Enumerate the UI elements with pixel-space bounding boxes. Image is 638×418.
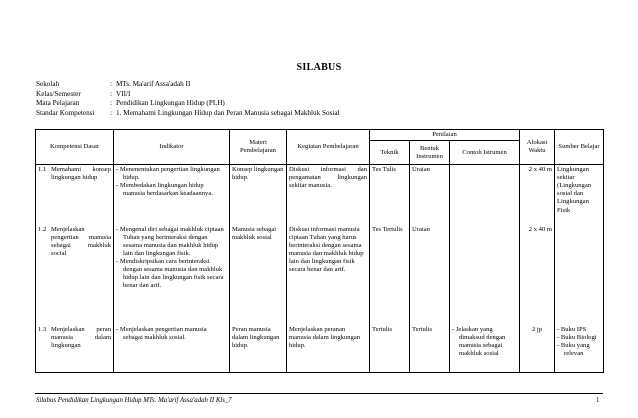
- materi-cell: Konsep lingkungan hidup.: [230, 165, 287, 225]
- sumber-item: - Buku IPS: [557, 325, 587, 333]
- meta-key: Standar Kompetensi: [36, 108, 95, 117]
- meta-key: Sekolah: [36, 80, 60, 88]
- alokasi-cell: 2 x 40 m: [520, 165, 555, 225]
- header-sumber: Sumber Belajar: [555, 130, 604, 165]
- kd-text: Menjelaskan pengertian manusia sebagai makhluk social: [51, 225, 111, 257]
- kd-cell: [36, 165, 114, 225]
- kd-number: 1.3: [38, 325, 47, 333]
- meta-row-mapel: [36, 99, 340, 109]
- header-alokasi: Alokasi Waktu: [520, 130, 555, 165]
- sumber-cell: [555, 225, 604, 325]
- document-meta: [36, 80, 340, 118]
- bentuk-cell: Tertulis: [410, 325, 450, 373]
- sumber-cell: Lingkungan sekitar (Lingkungan sosial dan Lingkungan Fisik: [555, 165, 604, 225]
- contoh-cell: [450, 225, 520, 325]
- meta-value: VII/I: [116, 89, 131, 98]
- sumber-item: - Buku Biologi: [557, 333, 597, 341]
- meta-row-sekolah: [36, 80, 340, 90]
- contoh-cell: [450, 325, 520, 373]
- indikator-item: - Mendiskripsikan cara berinteraksi dengan sesama manusia dan makhluk hidup lain dan lingkungan fisik secara benar dan arif.: [116, 257, 224, 290]
- meta-row-sk: [36, 109, 340, 119]
- meta-value: MTs. Ma'arif Assa'adah II: [116, 80, 191, 88]
- document-title: SILABUS: [296, 62, 342, 73]
- footer-divider: [35, 393, 603, 394]
- teknik-cell: Tes Tulis: [370, 165, 410, 225]
- indikator-cell: [114, 165, 230, 225]
- meta-colon: :: [110, 89, 112, 98]
- meta-value: Pendidikan Lingkungan Hidup (PLH): [116, 99, 225, 108]
- materi-cell: Manusia sebagai makhluk sosial: [230, 225, 287, 325]
- indikator-item: - Membedakan lingkungan hidup manusia berdasarkan keadaannya.: [116, 182, 213, 198]
- teknik-cell: Tes Tertulis: [370, 225, 410, 325]
- indikator-item: - Menenentukan pengertian lingkungan hidup.: [116, 166, 220, 182]
- meta-row-kelas: [36, 90, 340, 100]
- meta-colon: :: [110, 80, 112, 88]
- kegiatan-cell: Diskusi informasi dan pengamatan lingkungan sekitar manusia.: [287, 165, 370, 225]
- meta-colon: :: [110, 108, 112, 117]
- indikator-cell: [114, 225, 230, 325]
- header-bentuk: Bentuk Instrumen: [410, 141, 450, 165]
- meta-value: 1. Memahami Lingkungan Hidup dan Peran Manusia sebagai Makhluk Sosial: [116, 108, 340, 117]
- kegiatan-cell: Diskusi informasi manusia ciptaan Tuhan yang harus berinteraksi dengan sesama manusia dan makhluk hidup lain dan lingkungan fisik secara benar dan arif.: [287, 225, 370, 325]
- contoh-cell: [450, 165, 520, 225]
- table-row: [36, 165, 604, 225]
- indikator-cell: [114, 325, 230, 373]
- sumber-cell: [555, 325, 604, 373]
- teknik-cell: Tertulis: [370, 325, 410, 373]
- materi-cell: Peran manusia dalam lingkungan hidup.: [230, 325, 287, 373]
- kd-text: Menjelaskan peran manusia dalam lingkungan: [51, 325, 111, 349]
- header-indikator: Indikator: [114, 130, 230, 165]
- meta-key: Kelas/Semester: [36, 89, 81, 98]
- meta-key: Mata Pelajaran: [36, 99, 80, 108]
- bentuk-cell: Uraian: [410, 165, 450, 225]
- kd-number: 1.2: [38, 225, 47, 233]
- table-row: [36, 225, 604, 325]
- page-footer: Silabus Pendidikan Lingkungan Hidup MTs. Ma'arif Assa'adah II Kls_7: [36, 397, 232, 404]
- header-materi: Materi Pembelajaran: [230, 130, 287, 165]
- kd-text: Memahami konsep lingkungan hidup: [51, 166, 111, 182]
- alokasi-cell: 2 jp: [520, 325, 555, 373]
- header-teknik: Teknik: [370, 141, 410, 165]
- indikator-item: - Menjelaskan pengertian manusia sebagai makhluk sosial.: [116, 325, 207, 341]
- header-kegiatan: Kegiatan Pembelajaran: [287, 130, 370, 165]
- header-penilaian: Penilaian: [370, 130, 520, 141]
- contoh-item: - Jelaskan yang dimaksud dengan manusia sebagai makhluk sosial: [452, 325, 506, 357]
- alokasi-cell: 2 x 40 m: [520, 225, 555, 325]
- silabus-table: [35, 129, 604, 373]
- kd-number: 1.1: [38, 166, 47, 174]
- header-kd: Kompetensi Dasar: [36, 130, 114, 165]
- sumber-item: - Buku yang relevan: [557, 341, 590, 357]
- table-row: [36, 325, 604, 373]
- header-contoh: Contoh Istrumen: [450, 141, 520, 165]
- meta-colon: :: [110, 99, 112, 108]
- kegiatan-cell: Menjelaskan peranan manusia dalam lingkungan hidup.: [287, 325, 370, 373]
- kd-cell: [36, 225, 114, 325]
- kd-cell: [36, 325, 114, 373]
- indikator-item: - Mengenal diri sebagai makhluk ciptaan Tuhan yang berinteraksi dengan sesama manusia dan makhluk hidup lain dan lingkungan fisik.: [116, 225, 224, 257]
- page-number: 1: [596, 397, 600, 404]
- bentuk-cell: Uraian: [410, 225, 450, 325]
